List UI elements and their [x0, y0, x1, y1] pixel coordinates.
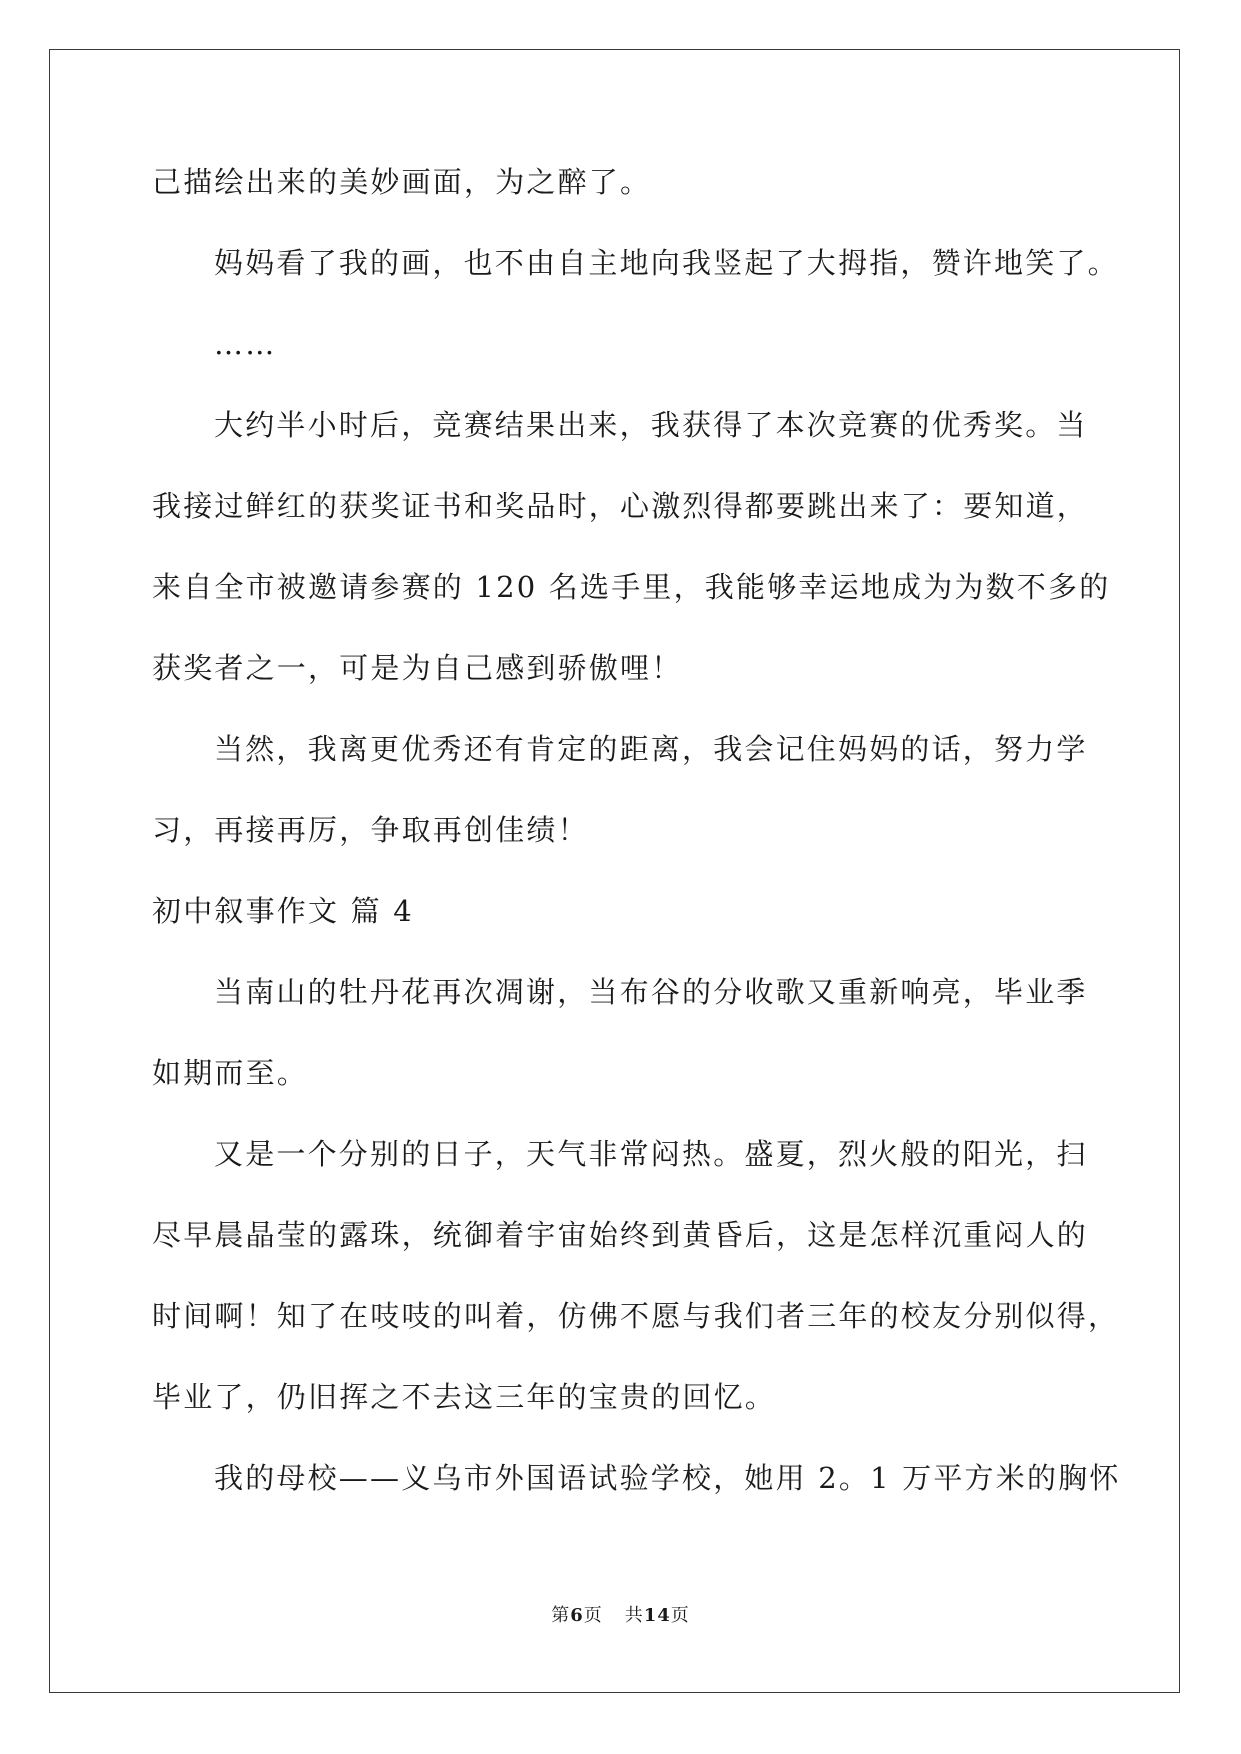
text-line: 我接过鲜红的获奖证书和奖品时，心激烈得都要跳出来了：要知道， — [152, 489, 1089, 523]
text-line: 来自全市被邀请参赛的 120 名选手里，我能够幸运地成为为数不多的 — [152, 570, 1111, 604]
text-line: 大约半小时后，竞赛结果出来，我获得了本次竞赛的优秀奖。当 — [214, 408, 1088, 442]
total-prefix: 共 — [624, 1605, 644, 1626]
text-line: 当南山的牡丹花再次凋谢，当布谷的分收歌又重新响亮，毕业季 — [214, 975, 1088, 1009]
section-heading: 初中叙事作文 篇 4 — [152, 894, 414, 928]
text-line: 习，再接再厉，争取再创佳绩！ — [152, 813, 589, 847]
text-line: 时间啊！知了在吱吱的叫着，仿佛不愿与我们者三年的校友分别似得， — [152, 1299, 1120, 1333]
page-number: 6 — [570, 1605, 584, 1626]
document-body — [152, 162, 1121, 1539]
total-suffix: 页 — [670, 1605, 690, 1626]
page-suffix: 页 — [583, 1605, 603, 1626]
text-line: 如期而至。 — [152, 1056, 309, 1090]
text-line: 己描绘出来的美妙画面，为之醉了。 — [152, 165, 652, 199]
text-line: 妈妈看了我的画，也不由自主地向我竖起了大拇指，赞许地笑了。 — [214, 246, 1119, 280]
page-prefix: 第 — [551, 1605, 571, 1626]
text-line: 毕业了，仍旧挥之不去这三年的宝贵的回忆。 — [152, 1380, 777, 1414]
page-footer — [0, 1604, 1241, 1628]
text-line: 获奖者之一，可是为自己感到骄傲哩！ — [152, 651, 683, 685]
text-line: 当然，我离更优秀还有肯定的距离，我会记住妈妈的话，努力学 — [214, 732, 1088, 766]
text-line: 尽早晨晶莹的露珠，统御着宇宙始终到黄昏后，这是怎样沉重闷人的 — [152, 1218, 1089, 1252]
ellipsis-line: …… — [214, 327, 277, 361]
text-line: 我的母校——义乌市外国语试验学校，她用 2。1 万平方米的胸怀 — [214, 1461, 1121, 1495]
text-line: 又是一个分别的日子，天气非常闷热。盛夏，烈火般的阳光，扫 — [214, 1137, 1088, 1171]
total-pages: 14 — [643, 1605, 671, 1626]
